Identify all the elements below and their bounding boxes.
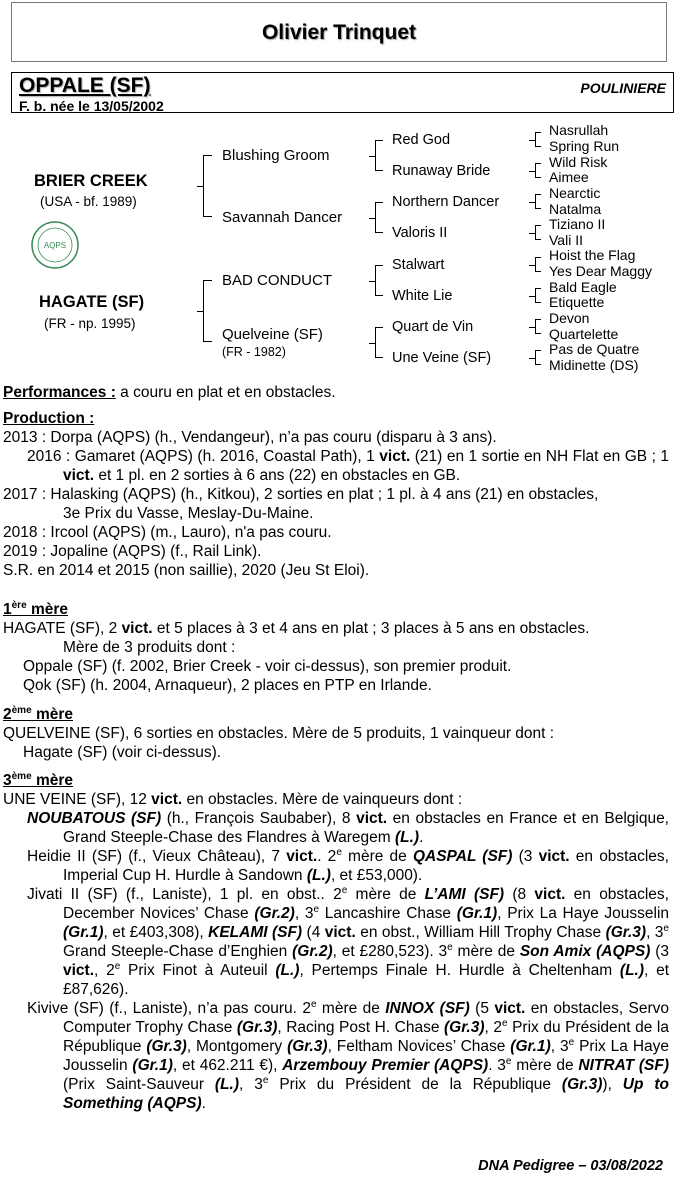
pedigree-g2: Savannah Dancer bbox=[222, 209, 343, 226]
mere1-line: HAGATE (SF), 2 vict. et 5 places à 3 et 4 ans en plat ; 3 places à 5 ans en obstacles. bbox=[3, 620, 590, 637]
performances-text: a couru en plat et en obstacles. bbox=[115, 384, 336, 401]
mere2-heading: 2ème mère bbox=[3, 704, 74, 723]
pedigree-g3: Red God bbox=[392, 132, 451, 148]
pedigree-sire: BRIER CREEK bbox=[34, 172, 148, 190]
svg-text:AQPS: AQPS bbox=[43, 241, 67, 250]
pedigree-g3: Valoris II bbox=[392, 225, 448, 241]
pedigree-g4: Nasrullah bbox=[549, 122, 609, 138]
pedigree-g4: Quartelette bbox=[549, 326, 619, 342]
pedigree-g2-info: (FR - 1982) bbox=[222, 345, 286, 359]
bracket-dam bbox=[203, 280, 212, 342]
production-2013: 2013 : Dorpa (AQPS) (h., Vendangeur), n’a pas couru (disparu à 3 ans). bbox=[3, 429, 497, 446]
horse-birth: F. b. née le 13/05/2002 bbox=[19, 98, 164, 114]
bracket-g2 bbox=[375, 265, 383, 296]
production-2019: 2019 : Jopaline (AQPS) (f., Rail Link). bbox=[3, 543, 262, 560]
pedigree-g3: Northern Dancer bbox=[392, 194, 500, 210]
bracket-g3 bbox=[535, 350, 541, 365]
pedigree-g4: Spring Run bbox=[549, 138, 620, 154]
pedigree-dam-info: (FR - np. 1995) bbox=[44, 316, 136, 331]
production-2018: 2018 : Ircool (AQPS) (m., Lauro), n'a pas couru. bbox=[3, 524, 332, 541]
performances-heading: Performances : bbox=[3, 384, 116, 401]
mere2-section bbox=[3, 705, 669, 762]
mere3-product-noubatous: NOUBATOUS (SF) (h., François Saubaber), 8 vict. en obstacles en France et en Belgique, Grand Steeple-Chase des Flandres à Waregem (L.). bbox=[27, 810, 669, 846]
pedigree-g3: Une Veine (SF) bbox=[392, 350, 492, 366]
bracket-g3 bbox=[535, 319, 541, 334]
production-2017: 2017 : Halasking (AQPS) (h., Kitkou), 2 sorties en plat ; 1 pl. à 4 ans (21) en obstacles, bbox=[3, 486, 599, 503]
pedigree-g2: Blushing Groom bbox=[222, 147, 330, 164]
footer-credit: DNA Pedigree – 03/08/2022 bbox=[478, 1158, 663, 1174]
bracket-g2 bbox=[375, 140, 383, 171]
pedigree-g4: Pas de Quatre bbox=[549, 341, 640, 357]
mere2-line: QUELVEINE (SF), 6 sorties en obstacles. Mère de 5 produits, 1 vainqueur dont : bbox=[3, 725, 555, 742]
mere3-product-heidie: Heidie II (SF) (f., Vieux Château), 7 vict.. 2e mère de QASPAL (SF) (3 vict. en obstacles, Imperial Cup H. Hurdle à Sandown (L.), et £53,000). bbox=[27, 846, 669, 884]
horse-status: POULINIERE bbox=[580, 80, 666, 96]
horse-title-box bbox=[11, 72, 674, 113]
pedigree-sire-info: (USA - bf. 1989) bbox=[40, 194, 137, 209]
pedigree-g2: Quelveine (SF) bbox=[222, 326, 323, 343]
bracket-g3 bbox=[535, 257, 541, 272]
page-title: Olivier Trinquet bbox=[261, 21, 417, 44]
pedigree-g3: Runaway Bride bbox=[392, 163, 491, 179]
pedigree-g4: Natalma bbox=[549, 201, 602, 217]
mere3-line: UNE VEINE (SF), 12 vict. en obstacles. Mère de vainqueurs dont : bbox=[3, 791, 463, 808]
pedigree-g4: Hoist the Flag bbox=[549, 247, 636, 263]
bracket-g3 bbox=[535, 225, 541, 240]
production-section bbox=[3, 409, 669, 580]
bracket-g3 bbox=[535, 194, 541, 209]
performances-section bbox=[3, 383, 669, 402]
horse-name: OPPALE (SF) bbox=[19, 74, 151, 97]
mere1-section bbox=[3, 600, 669, 695]
mere1-products-intro: Mère de 3 produits dont : bbox=[63, 639, 236, 656]
bracket-g3 bbox=[535, 163, 541, 178]
mere1-product: Qok (SF) (h. 2004, Arnaqueur), 2 places en PTP en Irlande. bbox=[23, 677, 432, 694]
pedigree-g4: Yes Dear Maggy bbox=[549, 263, 652, 279]
bracket-g3 bbox=[535, 288, 541, 303]
pedigree-g4: Tiziano II bbox=[549, 216, 606, 232]
pedigree-dam: HAGATE (SF) bbox=[39, 293, 145, 311]
pedigree-g4: Devon bbox=[549, 310, 590, 326]
mere3-product-jivati: Jivati II (SF) (f., Laniste), 1 pl. en obst.. 2e mère de L’AMI (SF) (8 vict. en obstacles, December Novices’ Chase (Gr.2), 3e Lancashire Chase (Gr.1), Prix La Haye Jousselin (Gr.1), et £403,308), KELAMI (SF) (4 vict. en obst., William Hill Trophy Chase (Gr.3), 3e Grand Steeple-Chase d’Enghien (Gr.2), et £280,523). 3e mère de Son Amix (AQPS) (3 vict., 2e Prix Finot à Auteuil (L.), Pertemps Finale H. Hurdle à Cheltenham (L.), et £87,626). bbox=[27, 884, 670, 998]
pedigree-g4: Etiquette bbox=[549, 294, 605, 310]
bracket-g2 bbox=[375, 327, 383, 358]
production-2017-cont: 3e Prix du Vasse, Meslay-Du-Maine. bbox=[63, 505, 314, 522]
mere3-product-kivive: Kivive (SF) (f., Laniste), n’a pas couru. 2e mère de INNOX (SF) (5 vict. en obstacles, Servo Computer Trophy Chase (Gr.3), Racing Post H. Chase (Gr.3), 2e Prix du Président de la République (Gr.3), Montgomery (Gr.3), Feltham Novices’ Chase (Gr.1), 3e Prix La Haye Jousselin (Gr.1), et 462.211 €), Arzembouy Premier (AQPS). 3e mère de NITRAT (SF) (Prix Saint-Sauveur (L.), 3e Prix du Président de la République (Gr.3)), Up to Something (AQPS). bbox=[27, 998, 670, 1112]
production-sr: S.R. en 2014 et 2015 (non saillie), 2020 (Jeu St Eloi). bbox=[3, 562, 370, 579]
mere1-product: Oppale (SF) (f. 2002, Brier Creek - voir ci-dessus), son premier produit. bbox=[23, 658, 512, 675]
pedigree-g4: Aimee bbox=[549, 169, 589, 185]
pedigree-g4: Bald Eagle bbox=[549, 279, 617, 295]
bracket-g2 bbox=[375, 202, 383, 233]
mere2-product: Hagate (SF) (voir ci-dessus). bbox=[23, 744, 222, 761]
bracket-sire bbox=[203, 155, 212, 217]
aqps-logo bbox=[28, 220, 82, 270]
pedigree-g3: White Lie bbox=[392, 288, 453, 304]
pedigree-g3: Quart de Vin bbox=[392, 319, 474, 335]
production-2016: 2016 : Gamaret (AQPS) (h. 2016, Coastal Path), 1 vict. (21) en 1 sortie en NH Flat en GB ; 1 vict. et 1 pl. en 2 sorties à 6 ans (22) en obstacles en GB. bbox=[27, 448, 669, 484]
header-box bbox=[11, 2, 667, 62]
pedigree-g4: Midinette (DS) bbox=[549, 357, 639, 373]
mere3-section bbox=[3, 771, 669, 1113]
mere1-heading: 1ère mère bbox=[3, 599, 69, 618]
pedigree-g4: Nearctic bbox=[549, 185, 601, 201]
mere3-heading: 3ème mère bbox=[3, 770, 74, 789]
pedigree-g4: Wild Risk bbox=[549, 154, 608, 170]
pedigree-g4: Vali II bbox=[549, 232, 583, 248]
production-heading: Production : bbox=[3, 410, 95, 427]
pedigree-g3: Stalwart bbox=[392, 257, 445, 273]
bracket-g3 bbox=[535, 132, 541, 147]
pedigree-g2: BAD CONDUCT bbox=[222, 272, 333, 289]
